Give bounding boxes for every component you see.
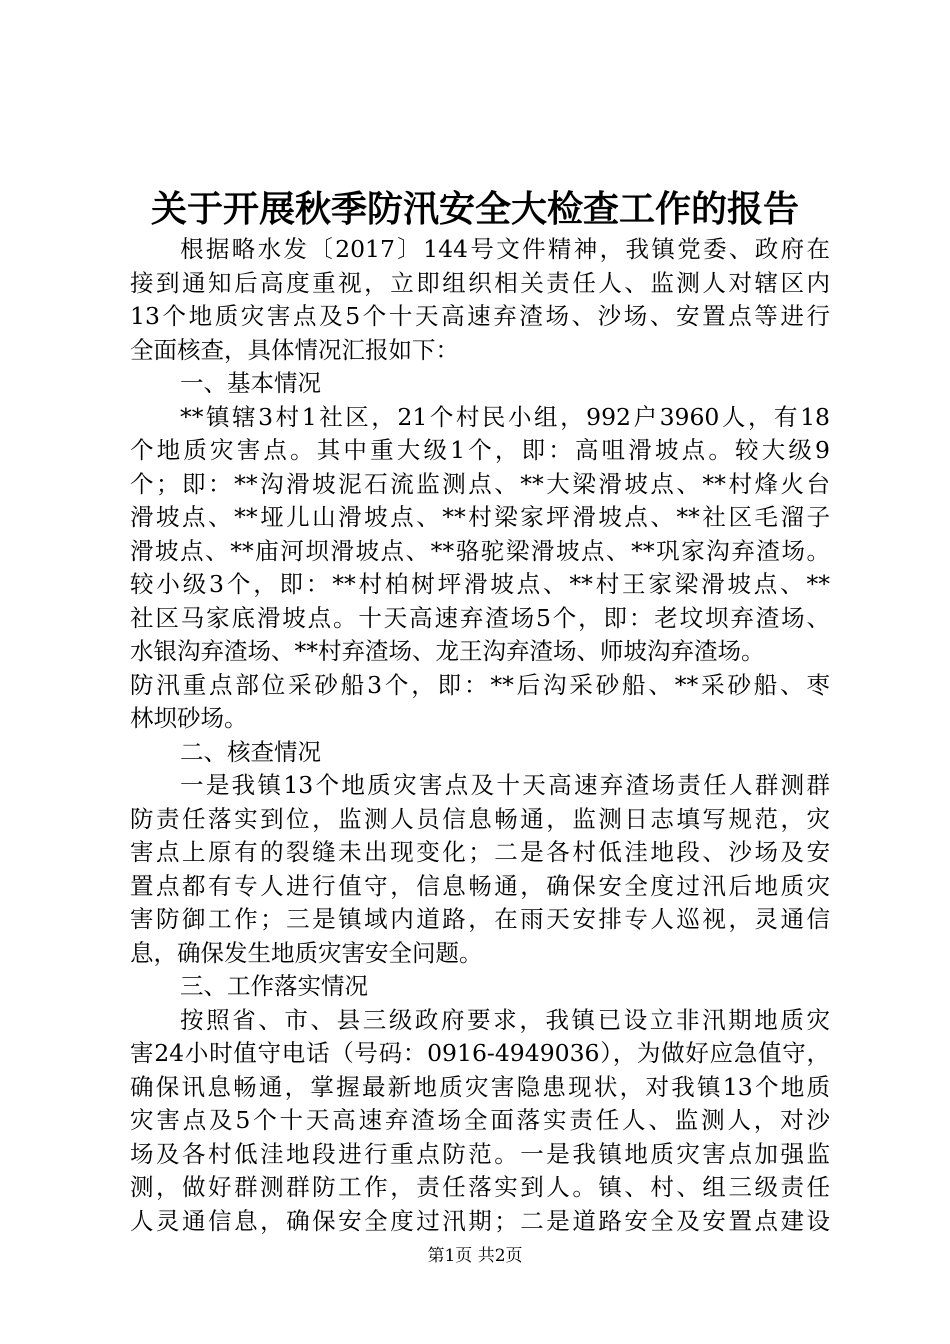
body-line: 息，确保发生地质灾害安全问题。 bbox=[130, 938, 483, 967]
section-heading: 一、基本情况 bbox=[180, 369, 321, 397]
body-line: 防汛重点部位采砂船3个，即：**后沟采砂船、**采砂船、枣 bbox=[130, 670, 830, 699]
document-body bbox=[130, 233, 830, 1238]
body-line: 害点上原有的裂缝未出现变化；二是各村低洼地段、沙场及安 bbox=[130, 838, 830, 866]
body-line: 确保讯息畅通，掌握最新地质灾害隐患现状，对我镇13个地质 bbox=[130, 1072, 830, 1101]
document-title: 关于开展秋季防汛安全大检查工作的报告 bbox=[150, 188, 799, 230]
body-line: 害24小时值守电话（号码：0916-4949036），为做好应急值守， bbox=[130, 1039, 830, 1067]
body-line: 根据略水发〔2017〕144号文件精神，我镇党委、政府在 bbox=[180, 235, 830, 263]
page-footer: 第1页 共2页 bbox=[427, 1246, 523, 1266]
body-line: 人灵通信息，确保安全度过汛期；二是道路安全及安置点建设 bbox=[130, 1206, 830, 1235]
body-line: 害防御工作；三是镇域内道路，在雨天安排专人巡视，灵通信 bbox=[130, 905, 830, 933]
body-line: 林坝砂场。 bbox=[130, 704, 248, 732]
body-line: 测，做好群测群防工作，责任落实到人。镇、村、组三级责任 bbox=[130, 1173, 830, 1201]
body-line: 滑坡点、**庙河坝滑坡点、**骆驼梁滑坡点、**巩家沟弃渣场。 bbox=[130, 536, 830, 565]
body-line: 社区马家底滑坡点。十天高速弃渣场5个，即：老坟坝弃渣场、 bbox=[130, 603, 830, 632]
body-line: 较小级3个，即：**村柏树坪滑坡点、**村王家梁滑坡点、** bbox=[130, 570, 830, 598]
body-line: **镇辖3村1社区，21个村民小组，992户3960人，有18 bbox=[180, 402, 830, 431]
body-line: 一是我镇13个地质灾害点及十天高速弃渣场责任人群测群 bbox=[180, 771, 830, 799]
section-heading: 三、工作落实情况 bbox=[180, 972, 368, 1000]
body-line: 个；即：**沟滑坡泥石流监测点、**大梁滑坡点、**村烽火台 bbox=[130, 469, 830, 498]
body-line: 场及各村低洼地段进行重点防范。一是我镇地质灾害点加强监 bbox=[130, 1139, 830, 1168]
body-line: 接到通知后高度重视，立即组织相关责任人、监测人对辖区内 bbox=[130, 268, 830, 297]
body-line: 水银沟弃渣场、**村弃渣场、龙王沟弃渣场、师坡沟弃渣场。 bbox=[130, 637, 765, 665]
body-line: 全面核查，具体情况汇报如下： bbox=[130, 335, 459, 364]
body-line: 灾害点及5个十天高速弃渣场全面落实责任人、监测人，对沙 bbox=[130, 1106, 830, 1134]
body-line: 13个地质灾害点及5个十天高速弃渣场、沙场、安置点等进行 bbox=[130, 302, 830, 330]
body-line: 滑坡点、**垭儿山滑坡点、**村梁家坪滑坡点、**社区毛溜子 bbox=[130, 503, 830, 531]
body-line: 防责任落实到位，监测人员信息畅通，监测日志填写规范，灾 bbox=[130, 804, 830, 833]
body-line: 置点都有专人进行值守，信息畅通，确保安全度过汛后地质灾 bbox=[130, 871, 830, 900]
body-line: 个地质灾害点。其中重大级1个，即：高咀滑坡点。较大级9 bbox=[130, 436, 830, 464]
body-line: 按照省、市、县三级政府要求，我镇已设立非汛期地质灾 bbox=[180, 1005, 830, 1034]
section-heading: 二、核查情况 bbox=[180, 737, 321, 766]
